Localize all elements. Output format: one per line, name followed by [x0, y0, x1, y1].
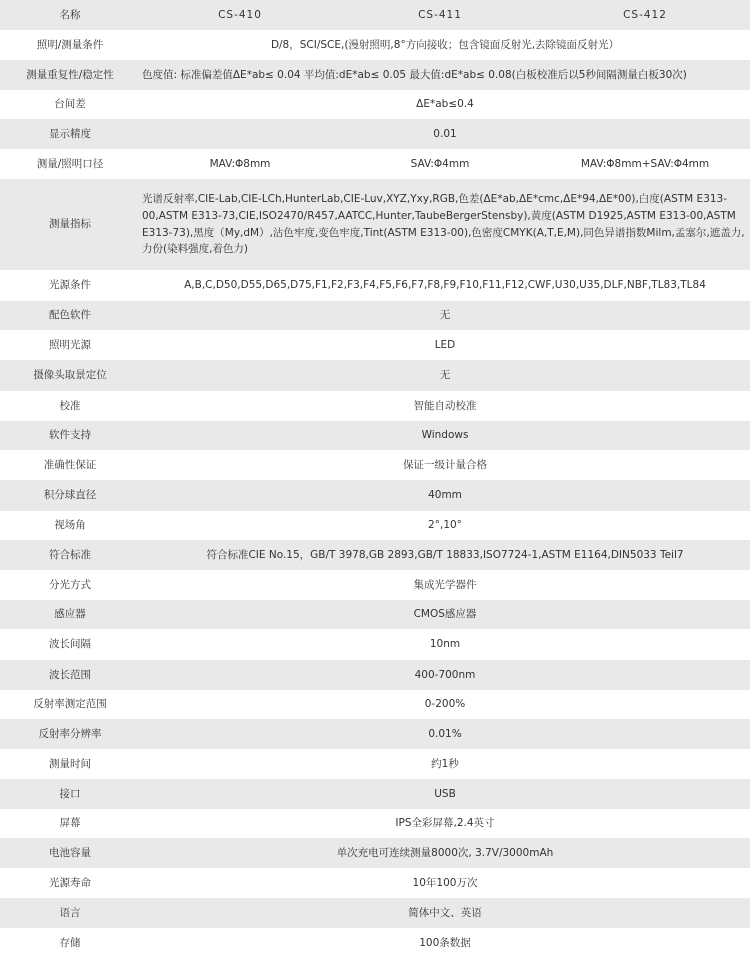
spec-row [0, 690, 750, 719]
spec-row [0, 119, 750, 149]
spec-row [0, 540, 750, 570]
spec-value: 10nm [429, 638, 461, 651]
spec-row [0, 90, 750, 119]
spec-label: 分光方式 [49, 578, 91, 591]
spec-value-model-1: MAV:Φ8mm [209, 157, 271, 170]
spec-row [0, 928, 750, 958]
header-label: 名称 [0, 0, 140, 30]
spec-row [0, 301, 750, 330]
spec-label: 测量/照明口径 [36, 157, 104, 170]
spec-row [0, 570, 750, 600]
spec-label: 接口 [0, 779, 140, 809]
spec-value: 符合标准CIE No.15，GB/T 3978,GB 2893,GB/T 18833,ISO7724-1,ASTM E1164,DIN5033 Teil7 [140, 540, 750, 570]
spec-value: 无 [140, 301, 750, 330]
spec-label: 软件支持 [0, 421, 140, 450]
spec-row [0, 600, 750, 629]
spec-value: 集成光学器件 [413, 578, 477, 591]
spec-row [0, 809, 750, 838]
spec-row [0, 749, 750, 779]
spec-value: 0.01% [140, 719, 750, 749]
spec-row [0, 660, 750, 690]
spec-label: 测量时间 [49, 757, 91, 770]
spec-value: 单次充电可连续测量8000次, 3.7V/3000mAh [140, 838, 750, 868]
spec-value: Windows [140, 421, 750, 450]
spec-value: A,B,C,D50,D55,D65,D75,F1,F2,F3,F4,F5,F6,F7,F8,F9,F10,F11,F12,CWF,U30,U35,DLF,NBF,TL83,TL84 [184, 279, 706, 292]
spec-value: LED [434, 338, 456, 351]
spec-label: 波长范围 [0, 660, 140, 690]
header-row [0, 0, 750, 30]
spec-row [0, 391, 750, 421]
spec-label: 波长间隔 [49, 638, 91, 651]
model-cs-412: CS-412 [540, 0, 750, 30]
spec-label: 配色软件 [0, 301, 140, 330]
spec-row [0, 838, 750, 868]
spec-row [0, 421, 750, 450]
spec-value: 约1秒 [431, 757, 459, 770]
spec-label: 光源条件 [49, 279, 91, 292]
spec-value: 2°,10° [428, 519, 462, 532]
model-cs-411: CS-411 [340, 0, 540, 30]
spec-row [0, 360, 750, 391]
spec-label: 准确性保证 [43, 458, 97, 471]
spec-value: 无 [140, 360, 750, 391]
spec-value: 简体中文、英语 [140, 898, 750, 928]
spec-row [0, 511, 750, 540]
spec-label: 电池容量 [0, 838, 140, 868]
spec-value-model-3: MAV:Φ8mm+SAV:Φ4mm [580, 157, 710, 170]
spec-label: 照明/测量条件 [36, 38, 104, 51]
spec-label: 照明光源 [49, 338, 91, 351]
spec-value: IPS全彩屏幕,2.4英寸 [395, 817, 495, 830]
spec-value: 智能自动校准 [413, 399, 477, 412]
spec-row [0, 480, 750, 511]
spec-row [0, 60, 750, 90]
spec-row [0, 149, 750, 179]
spec-value: 色度值: 标准偏差值ΔE*ab≤ 0.04 平均值:dE*ab≤ 0.05 最大值:dE*ab≤ 0.08(白板校准后以5秒间隔测量白板30次) [140, 60, 750, 90]
spec-row [0, 270, 750, 301]
spec-row [0, 330, 750, 360]
spec-value: 40mm [140, 480, 750, 511]
spec-value: USB [140, 779, 750, 809]
spec-row [0, 719, 750, 749]
spec-value-model-2: SAV:Φ4mm [410, 157, 470, 170]
spec-label: 测量指标 [0, 179, 140, 270]
spec-row [0, 868, 750, 898]
spec-label: 反射率测定范围 [33, 698, 107, 711]
spec-label: 台间差 [54, 98, 86, 111]
spec-row [0, 450, 750, 480]
spec-row [0, 898, 750, 928]
model-cs-410: CS-410 [140, 0, 340, 30]
spec-value: 0.01 [140, 119, 750, 149]
spec-label: 感应器 [0, 600, 140, 629]
spec-label: 积分球直径 [0, 480, 140, 511]
spec-label: 符合标准 [0, 540, 140, 570]
spec-label: 视场角 [54, 519, 86, 532]
spec-label: 测量重复性/稳定性 [0, 60, 140, 90]
spec-value: 保证一级计量合格 [403, 458, 487, 471]
spec-label: 光源寿命 [49, 876, 91, 889]
spec-label: 显示精度 [0, 119, 140, 149]
spec-label: 校准 [59, 399, 81, 412]
spec-value: 100条数据 [419, 936, 471, 949]
spec-label: 屏幕 [59, 817, 81, 830]
spec-row [0, 179, 750, 270]
spec-row [0, 629, 750, 660]
spec-value: 光谱反射率,CIE-Lab,CIE-LCh,HunterLab,CIE-Luv,XYZ,Yxy,RGB,色差(ΔE*ab,ΔE*cmc,ΔE*94,ΔE*00),白度(ASTM E313-00,ASTM E313-73,CIE,ISO2470/R457,AATCC,Hunter,TaubeBergerStensby),黄度(ASTM D1925,ASTM E313-00,ASTM E313-73),黑度（My,dM）,沾色牢度,变色牢度,Tint(ASTM E313-00),色密度CMYK(A,T,E,M),同色异谱指数Milm,孟塞尔,遮盖力,力份(染料强度,着色力) [140, 179, 750, 270]
spec-value: ΔE*ab≤0.4 [416, 98, 474, 111]
spec-row [0, 30, 750, 60]
spec-value: 0-200% [424, 698, 466, 711]
spec-row [0, 779, 750, 809]
spec-label: 摄像头取景定位 [0, 360, 140, 391]
spec-value: 10年100万次 [412, 876, 478, 889]
spec-value: CMOS感应器 [140, 600, 750, 629]
spec-label: 语言 [0, 898, 140, 928]
spec-label: 存储 [59, 936, 81, 949]
spec-label: 反射率分辨率 [0, 719, 140, 749]
spec-value: 400-700nm [140, 660, 750, 690]
spec-value: D/8，SCI/SCE,(漫射照明,8°方向接收；包含镜面反射光,去除镜面反射光） [270, 38, 620, 51]
